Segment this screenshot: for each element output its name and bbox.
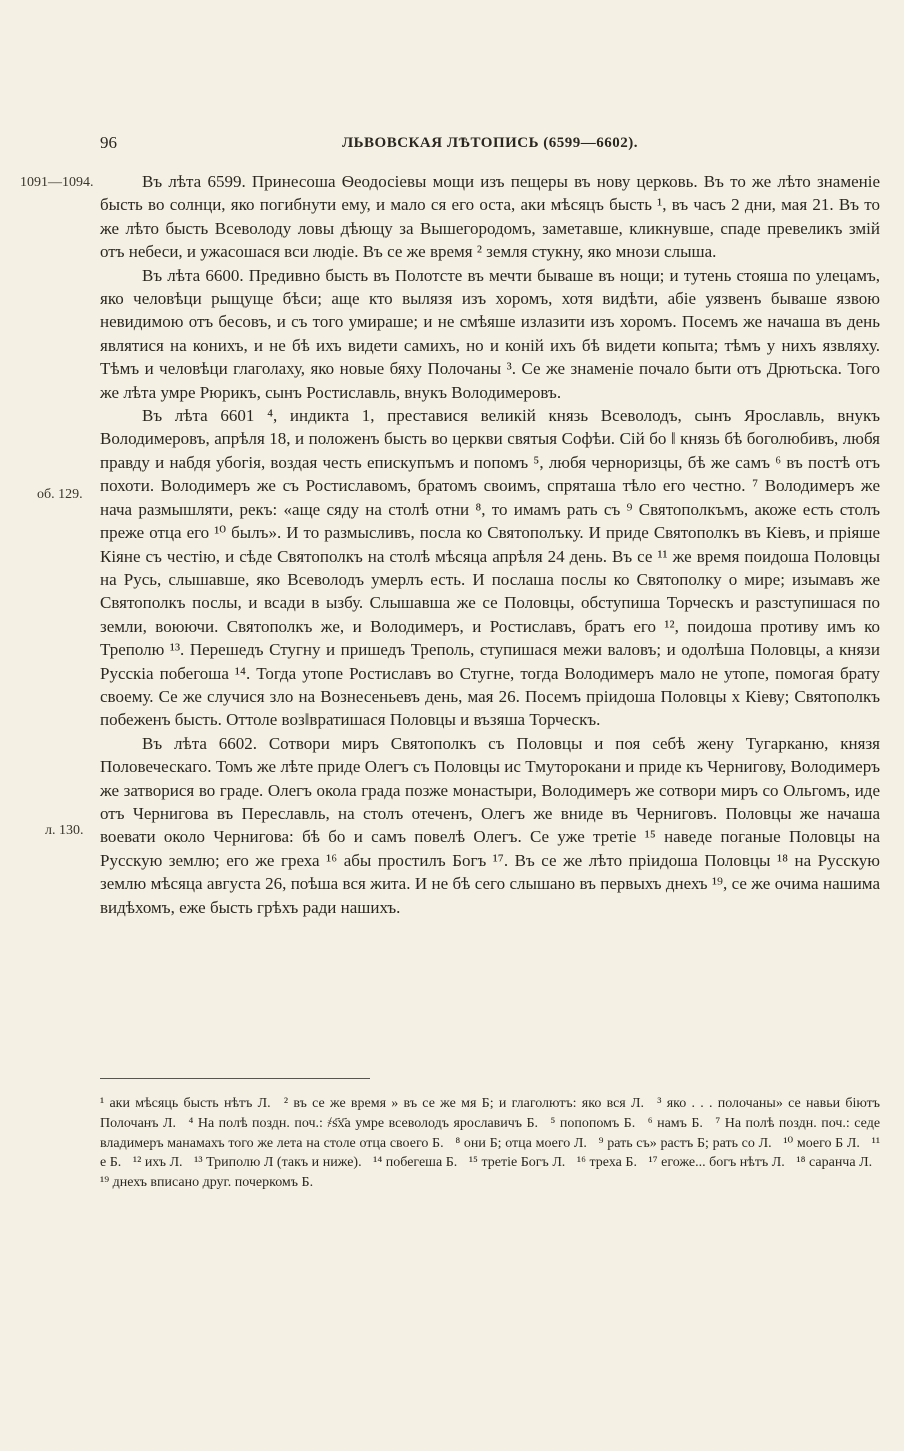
paragraph-6599: Въ лѣта 6599. Принесоша Ѳеодосіевы мощи изъ пещеры въ нову церковь. Въ то же лѣто знаменіе бысть во солнци, яко погибнути ему, и мало ся его оста, аки мѣсяцъ бысть ¹, въ часъ 2 дни, мая 21. Въ то же лѣто бысть Всеволоду ловы дѣющу за Вышегородомъ, заметавше, кликнувше, спаде превеликъ змій отъ небеси, и ужасошася вси людіе. Въ се же время ² земля стукну, яко мнози слыша. xyxy=(100,172,880,262)
footnote-17: ¹⁷ егоже... богъ нѣтъ Л. xyxy=(648,1155,785,1171)
margin-note-folio-129: об. 129. xyxy=(37,487,83,502)
footnote-19: ¹⁹ днехъ вписано друг. почеркомъ Б. xyxy=(100,1175,314,1191)
page-header xyxy=(100,133,880,157)
footnote-8: ⁸ они Б; отца моего Л. xyxy=(455,1135,587,1151)
footnote-4: ⁴ На полѣ поздн. поч.: ҂ѕ҃х҃а умре всеволодъ ярославичъ Б. xyxy=(188,1115,539,1131)
running-title: ЛЬВОВСКАЯ ЛѢТОПИСЬ (6599—6602). xyxy=(341,135,639,151)
footnote-13: ¹³ Триполю Л (такъ и ниже). xyxy=(194,1155,362,1171)
page-number: 96 xyxy=(100,133,117,152)
footnote-10: ¹⁰ моего Б Л. xyxy=(783,1135,860,1151)
footnote-3: ³ яко . . . полочаны» се навьи біютъ Полочанъ Л. xyxy=(100,1096,881,1131)
footnote-6: ⁶ намъ Б. xyxy=(647,1115,703,1131)
footnote-11: ¹¹ е Б. xyxy=(100,1135,881,1171)
margin-note-years: 1091—1094. xyxy=(20,175,94,190)
footnote-divider xyxy=(100,1078,370,1079)
footnote-18: ¹⁸ саранча Л. xyxy=(796,1155,873,1171)
margin-note-folio-130: л. 130. xyxy=(45,823,84,838)
footnote-2: ² въ се же время » въ се же мя Б; и глаголютъ: яко вся Л. xyxy=(283,1096,644,1111)
footnote-16: ¹⁶ треха Б. xyxy=(576,1155,637,1171)
footnote-1: ¹ аки мѣсяць бысть нѣтъ Л. xyxy=(100,1096,271,1111)
footnote-15: ¹⁵ третіе Богъ Л. xyxy=(468,1155,566,1171)
chronicle-text xyxy=(100,170,880,919)
paragraph-6600: Въ лѣта 6600. Предивно бысть въ Полотсте въ мечти бываше въ нощи; и тутень стояша по улецамъ, яко человѣци рыщуще бѣси; аще кто вылязя изъ хоромъ, хотя видѣти, абіе уязвенъ бываше язвою невидимою отъ бесовъ, и съ того умираше; и не смѣяше излазити изъ хоромъ. Посемъ же начаша въ день являтися на конихъ, и не бѣ ихъ видети самихъ, но и коній ихъ бѣ видети копыта; тѣмъ у нихъ язвляху. Тѣмъ и человѣци глаголаху, яко новые бяху Полочаны ³. Се же знаменіе почало быти отъ Дрютьска. Того же лѣта умре Рюрикъ, сынъ Ростиславль, внукъ Володимеровъ. xyxy=(100,265,880,402)
footnote-14: ¹⁴ побегеша Б. xyxy=(373,1155,458,1171)
footnotes xyxy=(100,1094,880,1193)
paragraph-6601: Въ лѣта 6601 ⁴, индикта 1, преставися великій князь Всеволодъ, сынъ Ярославль, внукъ Володимеровъ, апрѣля 18, и положенъ бысть во церкви святыя Софѣи. Сій бо ‖ князь бѣ боголюбивъ, любя правду и набдя убогія, воздая честь епискупъмъ и попомъ ⁵, любя черноризцы, бѣ же самъ ⁶ въ постѣ отъ похоти. Володимеръ же съ Ростиславомъ, братомъ своимъ, спряташа тѣло его честно. ⁷ Володимеръ же нача размышляти, рекъ: «аще сяду на столѣ отни ⁸, то имамъ рать съ ⁹ Святополкъмъ, акоже есть столъ преже отца его ¹⁰ былъ». И то размысливъ, посла ко Святополъку. И приде Святополкъ въ Кіевъ, и пріяше Кіяне съ честію, и сѣде Святополкъ на столѣ мѣсяца апрѣля 24 день. Въ се ¹¹ же время поидоша Половцы на Русь, слышавше, яко Всеволодъ умерлъ есть. И послаша послы ко Святополку о мире; изымавъ же Святополкъ послы, и всади в ызбу. Слышавша же се Половцы, обступиша Торческъ и разступишася по земли, воюючи. Святополкъ же, и Володимеръ, и Ростиславъ, братъ его ¹², поидоша противу имъ ко Треполю ¹³. Перешедъ Стугну и пришедъ Треполь, ступишася межи валовъ; и одолѣша Половцы, а князи Русскіа побегоша ¹⁴. Тогда утопе Ростиславъ во Стугне, тогда Володимеръ мало не утопе, помогая брату своему. Се же случися зло на Вознесеньевъ день, мая 26. Посемъ пріидоша Половцы х Кіеву; Святополкъ побеженъ бысть. Оттоле воз‖вратишася Половцы и възяша Торческъ. xyxy=(100,406,880,730)
footnote-12: ¹² ихъ Л. xyxy=(132,1155,183,1171)
paragraph-6602: Въ лѣта 6602. Сотвори миръ Святополкъ съ Половцы и поя себѣ жену Тугарканю, князя Половеческаго. Томъ же лѣте приде Олегъ съ Половцы ис Тмуторокани и приде къ Чернигову, Володимеръ же затворися во граде. Олегъ окола града позже монастыри, Володимеръ же сотвори миръ со Ольгомъ, иде отъ Чернигова въ Переславль, на столъ отеченъ, Олегъ же вниде въ Черниговъ. Половцы же начаша воевати около Чернигова: бѣ бо и самъ повелѣ Олегъ. Се уже третіе ¹⁵ наведе поганые Половцы на Русскую землю; его же греха ¹⁶ абы простилъ Богъ ¹⁷. Въ се же лѣто пріидоша Половцы ¹⁸ на Русскую землю мѣсяца августа 26, поѣша вся жита. И не бѣ сего слышано въ первыхъ днехъ ¹⁹, се же очима нашима видѣхомъ, еже бысть грѣхъ ради нашихъ. xyxy=(100,733,880,917)
footnote-7: ⁷ На полѣ поздн. поч.: седе владимеръ манамахъ того же лета на столе отца своего Б. xyxy=(100,1115,881,1151)
footnote-9: ⁹ рать съ» растъ Б; рать со Л. xyxy=(598,1135,772,1151)
footnote-5: ⁵ попопомъ Б. xyxy=(550,1115,636,1131)
